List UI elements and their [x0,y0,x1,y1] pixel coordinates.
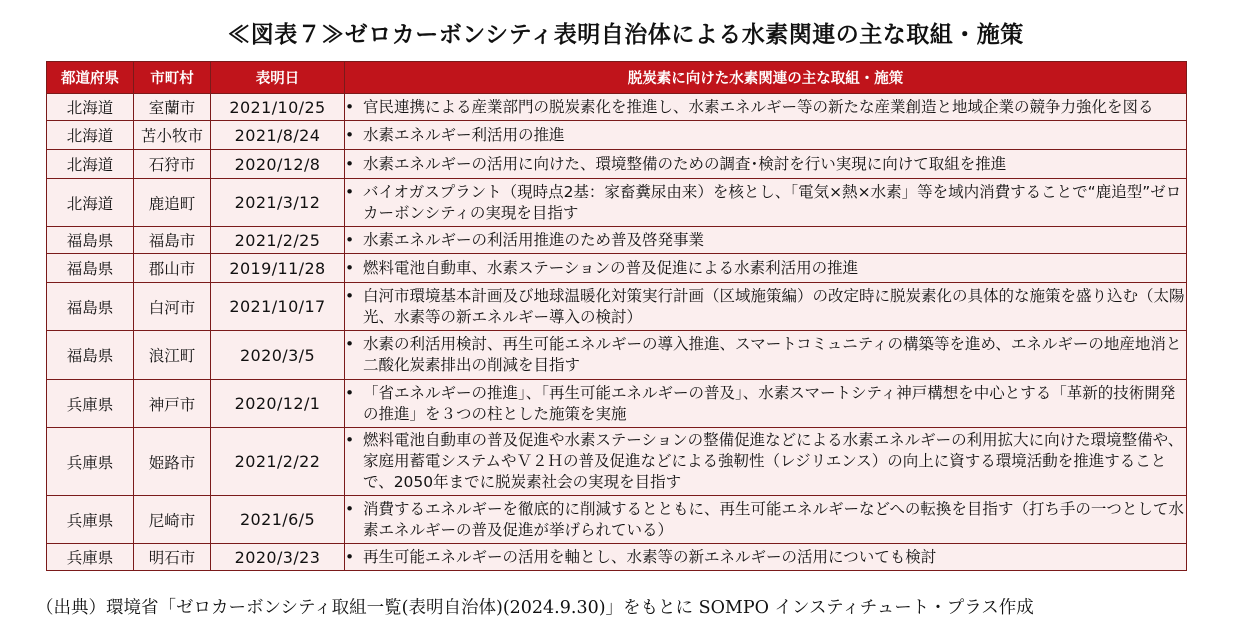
measure-cell [345,179,1187,227]
date-cell: 2021/2/22 [211,428,345,496]
table-row [47,150,1187,179]
prefecture-cell: 北海道 [47,179,134,227]
zero-carbon-table [46,61,1187,571]
municipality-cell: 白河市 [134,283,211,331]
municipality-cell: 室蘭市 [134,94,211,121]
table-row [47,94,1187,121]
page-title: ≪図表７≫ゼロカーボンシティ表明自治体による水素関連の主な取組・施策 [227,21,1024,48]
prefecture-cell: 北海道 [47,94,134,121]
measure-text: 燃料電池自動車、水素ステーションの普及促進による水素利活用の推進 [363,258,859,277]
municipality-cell: 苫小牧市 [134,121,211,150]
bullet-icon: • [345,431,355,449]
table-row [47,179,1187,227]
measure-cell [345,254,1187,283]
date-cell: 2021/10/17 [211,283,345,331]
municipality-cell: 姫路市 [134,428,211,496]
municipality-cell: 鹿追町 [134,179,211,227]
municipality-cell: 福島市 [134,227,211,254]
municipality-cell: 尼崎市 [134,496,211,544]
measure-text: 消費するエネルギーを徹底的に削減するとともに、再生可能エネルギーなどへの転換を目指す（打ち手の一つとして水素エネルギーの普及促進が挙げられている） [363,499,1184,539]
header-municipality: 市町村 [134,62,211,94]
table-row [47,283,1187,331]
bullet-icon: • [345,335,355,353]
bullet-icon: • [345,286,355,305]
measure-text: 水素エネルギーの活用に向けた、環境整備のための調査･検討を行い実現に向けて取組を推進 [363,154,1007,173]
measure-cell [345,428,1187,496]
measure-text: 「省エネルギーの推進」、「再生可能エネルギーの普及」、水素スマートシティ神戸構想を中心とする「革新的技術開発の推進」を３つの柱とした施策を実施 [363,383,1176,423]
bullet-icon: • [345,258,355,277]
table-row [47,331,1187,380]
measure-text: 官民連携による産業部門の脱炭素化を推進し、水素エネルギー等の新たな産業創造と地域企業の競争力強化を図る [363,97,1154,116]
header-measures: 脱炭素に向けた水素関連の主な取組・施策 [345,62,1187,94]
date-cell: 2020/12/1 [211,380,345,428]
table-row [47,496,1187,544]
table-row [47,121,1187,150]
prefecture-cell: 兵庫県 [47,496,134,544]
measure-text: バイオガスプラント（現時点2基：家畜糞尿由来）を核とし、「電気×熱×水素」等を域内消費することで“鹿追型”ゼロカーボンシティの実現を目指す [363,182,1182,222]
table-header-row [47,62,1187,94]
measure-text: 水素エネルギーの利活用推進のため普及啓発事業 [363,230,705,249]
municipality-cell: 神戸市 [134,380,211,428]
table-row [47,227,1187,254]
bullet-icon: • [345,547,355,566]
measure-cell [345,150,1187,179]
bullet-icon: • [345,499,355,518]
bullet-icon: • [345,97,355,116]
date-cell: 2020/12/8 [211,150,345,179]
header-prefecture: 都道府県 [47,62,134,94]
measure-cell [345,283,1187,331]
header-declaration-date: 表明日 [211,62,345,94]
measure-cell [345,227,1187,254]
measure-text: 燃料電池自動車の普及促進や水素ステーションの整備促進などによる水素エネルギーの利用拡大に向けた環境整備や、家庭用蓄電システムやＶ２Ｈの普及促進などによる強靭性（レジリエンス）の向上に資する環境活動を推進することで、2050年までに脱炭素社会の実現を目指す [363,431,1184,491]
municipality-cell: 浪江町 [134,331,211,380]
table-row [47,544,1187,571]
measure-cell [345,94,1187,121]
prefecture-cell: 兵庫県 [47,544,134,571]
prefecture-cell: 北海道 [47,121,134,150]
municipality-cell: 明石市 [134,544,211,571]
date-cell: 2021/3/12 [211,179,345,227]
date-cell: 2019/11/28 [211,254,345,283]
date-cell: 2021/10/25 [211,94,345,121]
measure-cell [345,544,1187,571]
prefecture-cell: 北海道 [47,150,134,179]
prefecture-cell: 兵庫県 [47,428,134,496]
bullet-icon: • [345,383,355,402]
date-cell: 2021/6/5 [211,496,345,544]
date-cell: 2021/2/25 [211,227,345,254]
municipality-cell: 石狩市 [134,150,211,179]
source-note: （出典）環境省「ゼロカーボンシティ取組一覧(表明自治体)(2024.9.30)」をもとに SOMPO インスティチュート・プラス作成 [36,598,1034,618]
table-row [47,254,1187,283]
measure-cell [345,496,1187,544]
measure-cell [345,331,1187,380]
prefecture-cell: 福島県 [47,331,134,380]
bullet-icon: • [345,230,355,249]
measure-cell [345,380,1187,428]
measure-text: 水素エネルギー利活用の推進 [363,125,565,144]
table-row [47,428,1187,496]
date-cell: 2020/3/23 [211,544,345,571]
measure-text: 白河市環境基本計画及び地球温暖化対策実行計画（区域施策編）の改定時に脱炭素化の具体的な施策を盛り込む（太陽光、水素等の新エネルギー導入の検討） [363,286,1185,326]
bullet-icon: • [345,125,355,144]
measure-text: 水素の利活用検討、再生可能エネルギーの導入推進、スマートコミュニティの構築等を進め、エネルギーの地産地消と二酸化炭素排出の削減を目指す [363,335,1182,374]
prefecture-cell: 兵庫県 [47,380,134,428]
table-row [47,380,1187,428]
measure-text: 再生可能エネルギーの活用を軸とし、水素等の新エネルギーの活用についても検討 [363,547,937,566]
prefecture-cell: 福島県 [47,254,134,283]
bullet-icon: • [345,182,355,201]
municipality-cell: 郡山市 [134,254,211,283]
prefecture-cell: 福島県 [47,227,134,254]
date-cell: 2020/3/5 [211,331,345,380]
measure-cell [345,121,1187,150]
bullet-icon: • [345,154,355,173]
prefecture-cell: 福島県 [47,283,134,331]
date-cell: 2021/8/24 [211,121,345,150]
